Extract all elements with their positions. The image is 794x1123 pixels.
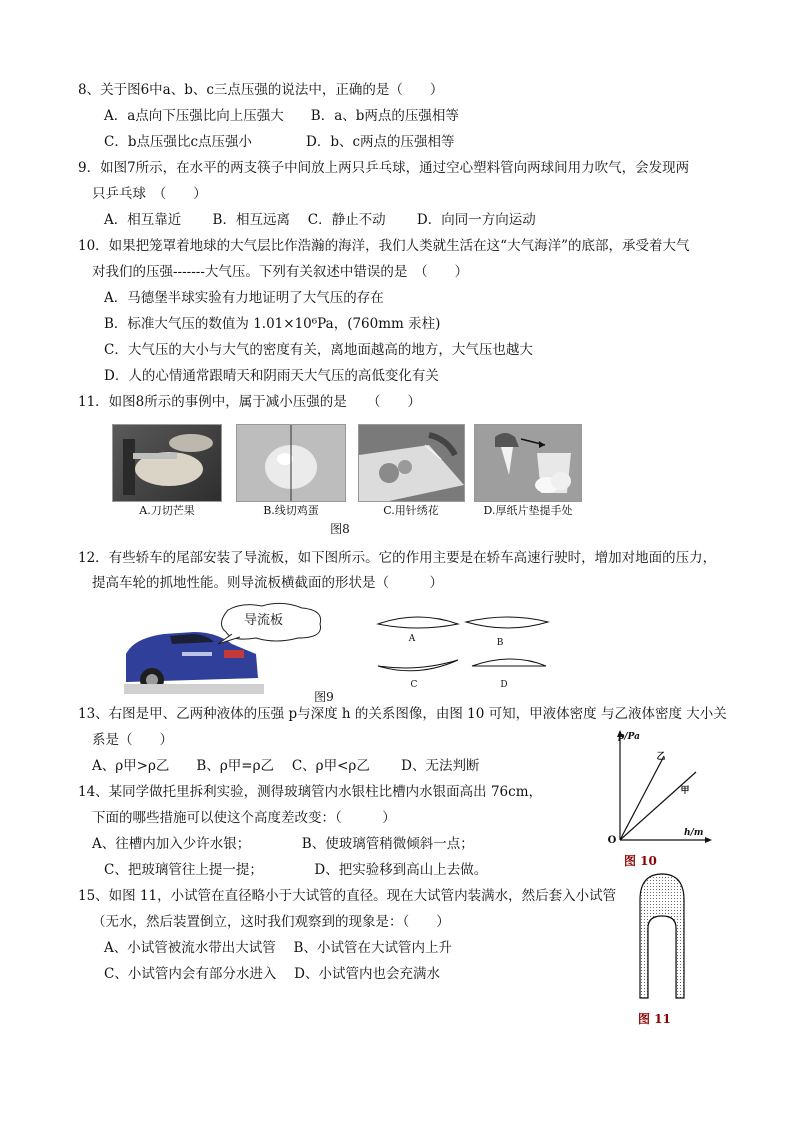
q10-option-d: D．人的心情通常跟晴天和阴雨天大气压的高低变化有关 (104, 368, 439, 384)
fig8-caption-d: D.厚纸片垫提手处 (483, 504, 573, 517)
photo-needle-embroidery (358, 424, 465, 502)
q8-options-cd: C．b点压强比c点压强小 D．b、c两点的压强相等 (104, 134, 455, 150)
fig10-line-jia-label: 甲 (680, 786, 690, 796)
q15-stem-line1: 15、如图 11，小试管在直径略小于大试管的直径。现在大试管内装满水，然后套入小试管 (78, 888, 617, 904)
q14-options-ab: A、往槽内加入少许水银； B、使玻璃管稍微倾斜一点； (92, 836, 474, 852)
fig8-label: 图8 (330, 522, 350, 536)
fig11-label: 图 11 (638, 1012, 671, 1026)
shape-label-b: B (496, 638, 504, 648)
q12-stem-line1: 12．有些轿车的尾部安装了导流板，如下图所示。它的作用主要是在轿车高速行驶时，增加对地面的压力， (78, 550, 717, 566)
q10-option-a: A．马德堡半球实验有力地证明了大气压的存在 (104, 290, 384, 306)
q14-stem-line1: 14、某同学做托里拆利实验，测得玻璃管内水银柱比槽内水银面高出 76cm， (78, 784, 543, 800)
shape-c (378, 660, 458, 671)
q11-stem: 11．如图8所示的事例中，属于减小压强的是 （ ） (78, 394, 422, 410)
q12-stem-line2: 提高车轮的抓地性能。则导流板横截面的形状是（ ） (92, 575, 443, 591)
q10-option-b: B．标准大气压的数值为 1.01×10⁶Pa，(760mm 汞柱) (104, 316, 441, 332)
fig10-origin-label: O (607, 835, 617, 846)
line-yi (620, 756, 664, 840)
q13-stem-line2: 系是（ ） (92, 732, 173, 748)
fig11-test-tubes (634, 870, 690, 1000)
fig8-caption-b: B.线切鸡蛋 (263, 504, 319, 517)
shape-label-d: D (500, 680, 508, 690)
shape-d (472, 659, 546, 666)
q15-options-cd: C、小试管内会有部分水进入 D、小试管内也会充满水 (104, 966, 440, 982)
q9-stem-line2: 只乒乓球 （ ） (92, 186, 207, 202)
q13-options: A、ρ甲>ρ乙 B、ρ甲=ρ乙 C、ρ甲<ρ乙 D、无法判断 (92, 758, 480, 774)
spoiler-callout-text: 导流板 (244, 613, 284, 628)
fig10-label: 图 10 (624, 854, 657, 868)
q8-options-ab: A．a点向下压强比向上压强大 B．a、b两点的压强相等 (104, 108, 459, 124)
q8-stem: 8、关于图6中a、b、c三点压强的说法中，正确的是（ ） (78, 82, 444, 98)
q15-options-ab: A、小试管被流水带出大试管 B、小试管在大试管内上升 (104, 940, 452, 956)
q15-stem-line2: （无水，然后装置倒立，这时我们观察到的现象是：（ ） (92, 914, 450, 930)
fig10-x-axis-label: h/m (684, 828, 704, 838)
fig9-label: 图9 (314, 690, 334, 704)
photo-cardboard-bag-handle (474, 424, 582, 502)
shape-label-c: C (410, 680, 418, 690)
q14-stem-line2: 下面的哪些措施可以使这个高度差改变：（ ） (92, 810, 396, 826)
shape-label-a: A (408, 634, 416, 644)
fig8-caption-a: A.刀切芒果 (139, 504, 195, 517)
q14-options-cd: C、把玻璃管往上提一提； D、把实验移到高山上去做。 (104, 862, 488, 878)
q10-stem-line1: 10．如果把笼罩着地球的大气层比作浩瀚的海洋，我们人类就生活在这“大气海洋”的底部，承受着大气 (78, 238, 690, 254)
fig10-y-axis-label: p/Pa (618, 732, 640, 742)
shape-b (466, 617, 548, 628)
shape-a (378, 617, 458, 628)
q13-stem-line1: 13、右图是甲、乙两种液体的压强 p与深度 h 的关系图像，由图 10 可知，甲液体密度 与乙液体密度 大小关 (78, 706, 727, 722)
small-tube (648, 916, 676, 998)
q9-options: A．相互靠近 B．相互远离 C．静止不动 D．向同一方向运动 (104, 212, 536, 228)
fig8-caption-c: C.用针绣花 (383, 504, 439, 517)
spoiler-cross-section-options (372, 612, 552, 692)
q10-option-c: C．大气压的大小与大气的密度有关，离地面越高的地方，大气压也越大 (104, 342, 533, 358)
fig10-line-yi-label: 乙 (656, 752, 666, 762)
q10-stem-line2: 对我们的压强-------大气压。下列有关叙述中错误的是 （ ） (92, 264, 469, 280)
q9-stem-line1: 9．如图7所示，在水平的两支筷子中间放上两只乒乓球，通过空心塑料管向两球间用力吹气，会发现两 (78, 160, 690, 176)
photo-knife-cutting-mango (112, 424, 222, 502)
photo-thread-cutting-egg (236, 424, 346, 502)
